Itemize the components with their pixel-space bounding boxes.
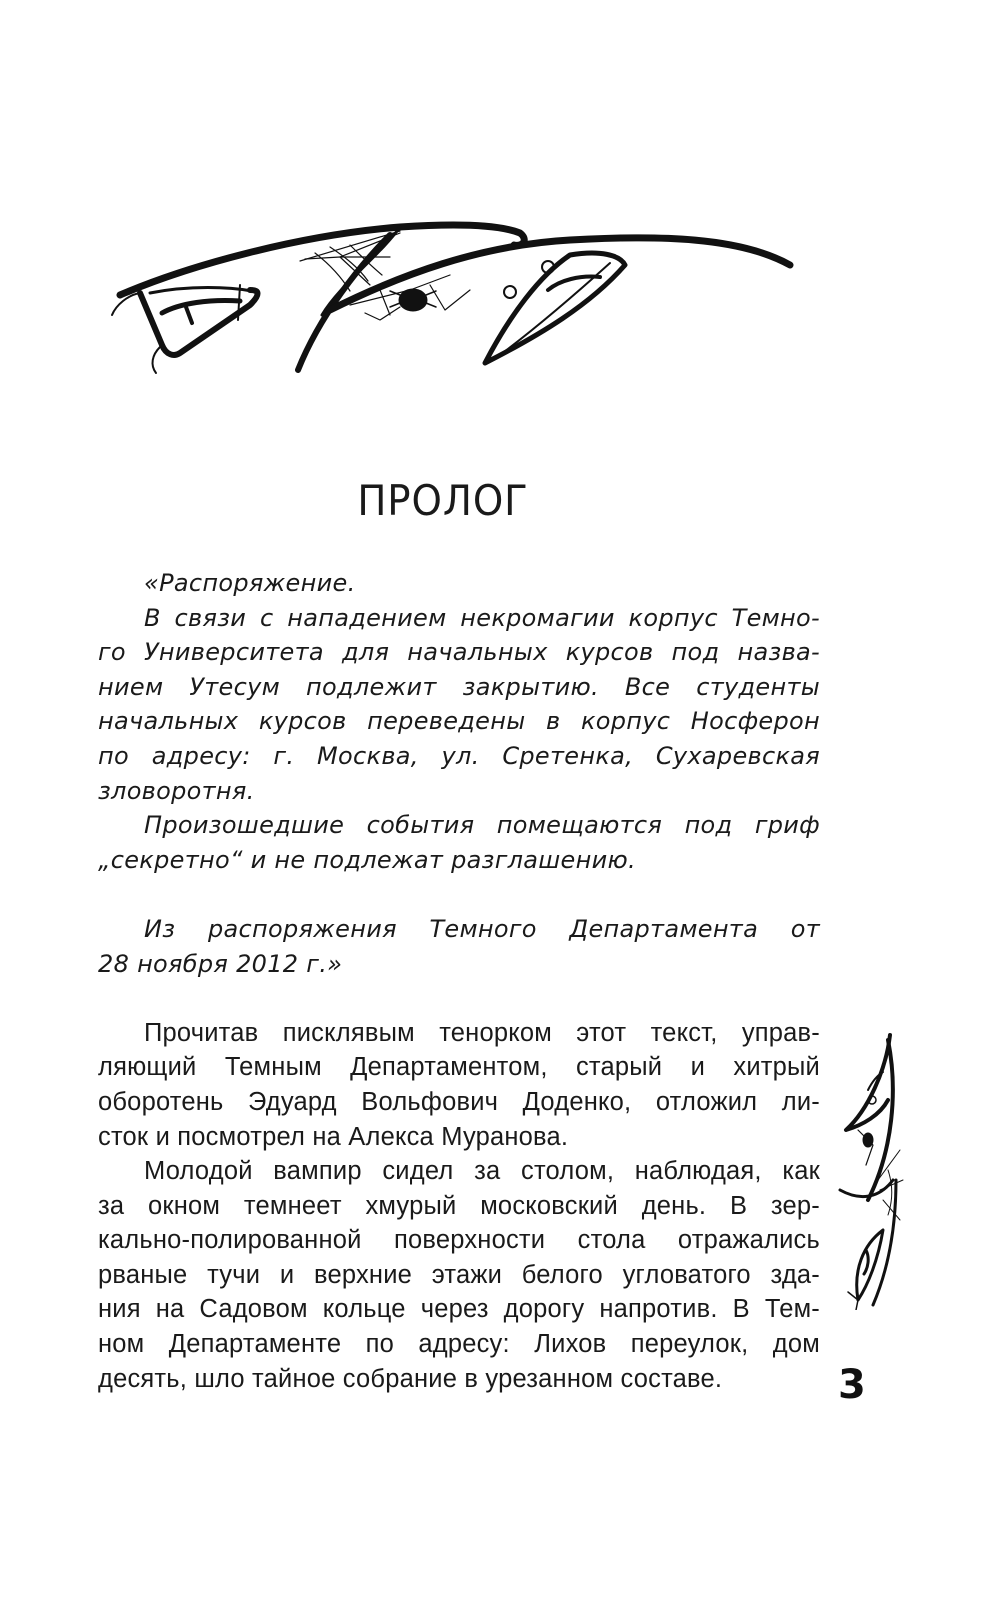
- narrative-line: рваные тучи и верхние этажи белого угловатого зда-: [98, 1260, 820, 1289]
- narrative-line: за окном темнеет хмурый московский день. В зер-: [98, 1191, 820, 1220]
- narrative-line: ляющий Темным Департаментом, старый и хитрый: [98, 1053, 820, 1082]
- decree-line: В связи с нападением некромагии корпус Темно-: [144, 603, 820, 632]
- page-number: 3: [838, 1362, 866, 1408]
- narrative-line: Молодой вампир сидел за столом, наблюдая, как: [144, 1157, 820, 1186]
- decree-block: [98, 566, 820, 981]
- decree-source-line: Из распоряжения Темного Департамента от: [144, 914, 820, 943]
- body-text: [98, 566, 820, 1396]
- decree-source-line: 28 ноября 2012 г.»: [98, 949, 343, 978]
- narrative-line: оборотень Эдуард Вольфович Доденко, отложил ли-: [98, 1087, 820, 1116]
- paragraph-gap: [98, 877, 820, 912]
- narrative-line: Прочитав писклявым тенорком этот текст, управ-: [144, 1018, 820, 1047]
- decree-line: начальных курсов переведены в корпус Носферон: [98, 707, 820, 736]
- decree-line: «Распоряжение.: [144, 569, 356, 597]
- narrative-line: ния на Садовом кольце через дорогу напротив. В Тем-: [98, 1295, 820, 1324]
- decree-line: нием Утесум подлежит закрытию. Все студенты: [98, 672, 820, 701]
- decree-line: Произошедшие события помещаются под гриф: [144, 811, 820, 840]
- narrative-line: кально-полированной поверхности стола отражались: [98, 1226, 820, 1255]
- chapter-title: ПРОЛОГ: [357, 476, 529, 526]
- gothic-eyes-ornament-icon: [100, 195, 800, 375]
- narrative-line: ном Департаменте по адресу: Лихов переулок, дом: [98, 1330, 820, 1359]
- decree-line: по адресу: г. Москва, ул. Сретенка, Сухаревская: [98, 741, 820, 770]
- narrative-line: сток и посмотрел на Алекса Муранова.: [98, 1122, 569, 1151]
- narrative-line: десять, шло тайное собрание в урезанном составе.: [98, 1364, 723, 1393]
- decree-line: зловоротня.: [98, 776, 255, 805]
- paragraph-gap: [98, 981, 820, 1016]
- narrative-block: [98, 1016, 820, 1397]
- side-gothic-ornament-icon: [838, 1030, 908, 1310]
- decree-line: „секретно“ и не подлежат разглашению.: [98, 845, 636, 874]
- decree-line: го Университета для начальных курсов под назва-: [98, 638, 820, 667]
